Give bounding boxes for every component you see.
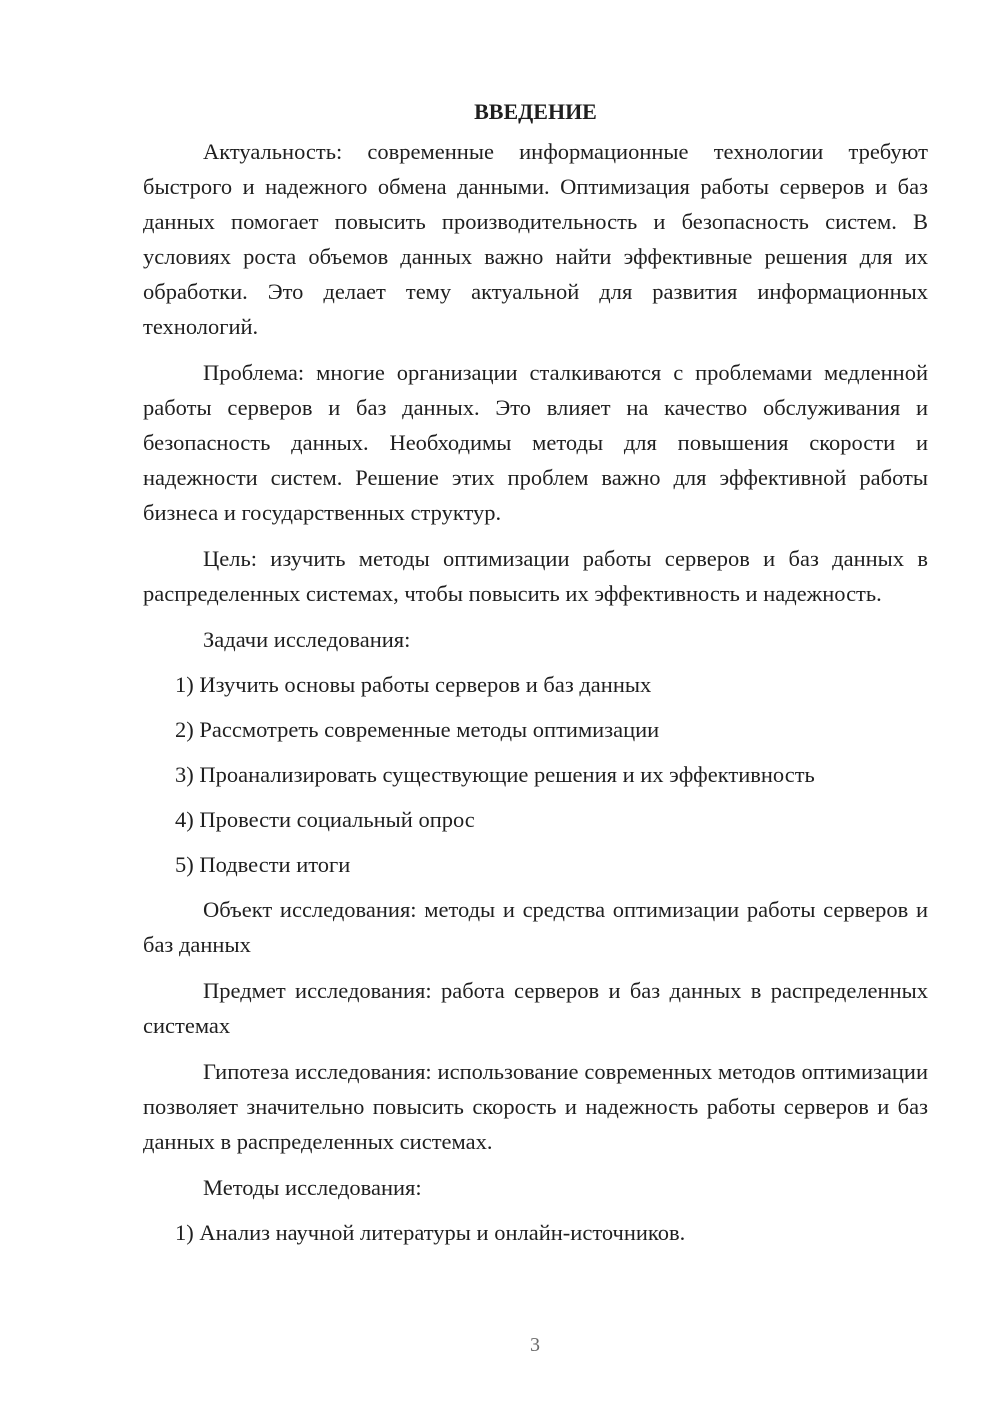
method-item: 1) Анализ научной литературы и онлайн-источников.	[175, 1220, 686, 1245]
object-paragraph: Объект исследования: методы и средства оптимизации работы серверов и баз данных	[143, 897, 928, 957]
page-content	[143, 94, 928, 1260]
page-number: 3	[530, 1334, 540, 1356]
hypothesis-paragraph: Гипотеза исследования: использование современных методов оптимизации позволяет значительно повысить скорость и надежность работы серверов и баз данных в распределенных системах.	[143, 1059, 928, 1154]
problem-paragraph: Проблема: многие организации сталкиваются с проблемами медленной работы серверов и баз данных. Это влияет на качество обслуживания и безопасность данных. Необходимы методы для повышения скорости и надежности систем. Решение этих проблем важно для эффективной работы бизнеса и государственных структур.	[143, 360, 928, 525]
section-title: ВВЕДЕНИЕ	[474, 99, 597, 124]
goal-paragraph: Цель: изучить методы оптимизации работы серверов и баз данных в распределенных системах, чтобы повысить их эффективность и надежность.	[143, 546, 928, 606]
task-item: 2) Рассмотреть современные методы оптимизации	[175, 717, 660, 742]
task-item: 4) Провести социальный опрос	[175, 807, 475, 832]
relevance-paragraph: Актуальность: современные информационные технологии требуют быстрого и надежного обмена данными. Оптимизация работы серверов и баз данных помогает повысить производительность и безопасность систем. В условиях роста объемов данных важно найти эффективные решения для их обработки. Это делает тему актуальной для развития информационных технологий.	[143, 139, 928, 339]
task-item: 5) Подвести итоги	[175, 852, 351, 877]
task-item: 1) Изучить основы работы серверов и баз данных	[175, 672, 652, 697]
subject-paragraph: Предмет исследования: работа серверов и баз данных в распределенных системах	[143, 978, 928, 1038]
task-item: 3) Проанализировать существующие решения и их эффективность	[175, 762, 815, 787]
tasks-heading: Задачи исследования:	[203, 627, 411, 652]
methods-heading: Методы исследования:	[203, 1175, 422, 1200]
